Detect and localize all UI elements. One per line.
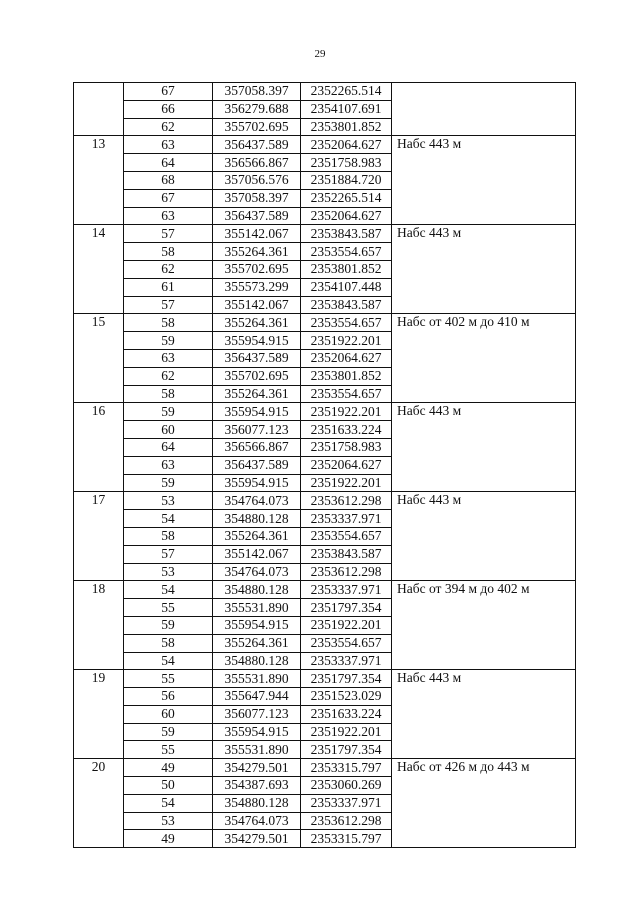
x-coordinate: 356566.867 [213,154,301,172]
x-coordinate: 355264.361 [213,314,301,332]
y-coordinate: 2354107.448 [301,278,392,296]
y-coordinate: 2353801.852 [301,118,392,136]
x-coordinate: 355531.890 [213,670,301,688]
elevation-note: Набс от 426 м до 443 м [392,759,576,848]
x-coordinate: 354764.073 [213,812,301,830]
y-coordinate: 2351758.983 [301,154,392,172]
x-coordinate: 354880.128 [213,794,301,812]
y-coordinate: 2351922.201 [301,474,392,492]
point-number: 64 [124,438,213,456]
y-coordinate: 2351758.983 [301,438,392,456]
point-number: 59 [124,474,213,492]
point-number: 67 [124,83,213,101]
y-coordinate: 2353337.971 [301,794,392,812]
x-coordinate: 354764.073 [213,563,301,581]
x-coordinate: 356566.867 [213,438,301,456]
elevation-note: Набс 443 м [392,136,576,225]
point-number: 62 [124,118,213,136]
plot-number: 17 [74,492,124,581]
x-coordinate: 355702.695 [213,367,301,385]
point-number: 63 [124,456,213,474]
y-coordinate: 2351797.354 [301,599,392,617]
point-number: 59 [124,403,213,421]
x-coordinate: 355954.915 [213,403,301,421]
x-coordinate: 355142.067 [213,545,301,563]
point-number: 63 [124,349,213,367]
elevation-note: Набс 443 м [392,403,576,492]
point-number: 60 [124,421,213,439]
y-coordinate: 2353612.298 [301,563,392,581]
point-number: 68 [124,171,213,189]
table-row [74,492,576,510]
table-row [74,83,576,101]
point-number: 53 [124,812,213,830]
point-number: 54 [124,581,213,599]
y-coordinate: 2352265.514 [301,189,392,207]
y-coordinate: 2353554.657 [301,527,392,545]
y-coordinate: 2352265.514 [301,83,392,101]
x-coordinate: 354880.128 [213,652,301,670]
y-coordinate: 2351922.201 [301,332,392,350]
plot-number: 14 [74,225,124,314]
y-coordinate: 2351922.201 [301,723,392,741]
x-coordinate: 357056.576 [213,171,301,189]
x-coordinate: 355702.695 [213,118,301,136]
point-number: 62 [124,367,213,385]
x-coordinate: 355264.361 [213,634,301,652]
y-coordinate: 2353554.657 [301,634,392,652]
x-coordinate: 356077.123 [213,705,301,723]
point-number: 63 [124,207,213,225]
point-number: 67 [124,189,213,207]
point-number: 57 [124,225,213,243]
x-coordinate: 355954.915 [213,616,301,634]
elevation-note: Набс от 394 м до 402 м [392,581,576,670]
table-row [74,314,576,332]
point-number: 55 [124,670,213,688]
elevation-note: Набс 443 м [392,670,576,759]
x-coordinate: 356437.589 [213,136,301,154]
point-number: 58 [124,634,213,652]
table-row [74,403,576,421]
y-coordinate: 2353315.797 [301,759,392,777]
plot-number: 13 [74,136,124,225]
point-number: 55 [124,599,213,617]
point-number: 53 [124,492,213,510]
x-coordinate: 355702.695 [213,260,301,278]
table-row [74,136,576,154]
y-coordinate: 2353843.587 [301,296,392,314]
elevation-note: Набс 443 м [392,492,576,581]
point-number: 54 [124,652,213,670]
x-coordinate: 355647.944 [213,688,301,706]
y-coordinate: 2353554.657 [301,314,392,332]
point-number: 57 [124,296,213,314]
x-coordinate: 356279.688 [213,100,301,118]
point-number: 59 [124,723,213,741]
point-number: 58 [124,243,213,261]
y-coordinate: 2351633.224 [301,421,392,439]
y-coordinate: 2353801.852 [301,367,392,385]
plot-number: 16 [74,403,124,492]
y-coordinate: 2351633.224 [301,705,392,723]
y-coordinate: 2351884.720 [301,171,392,189]
table-row [74,225,576,243]
y-coordinate: 2351922.201 [301,616,392,634]
point-number: 58 [124,385,213,403]
table-row [74,581,576,599]
point-number: 53 [124,563,213,581]
x-coordinate: 354387.693 [213,777,301,795]
elevation-note [392,83,576,136]
x-coordinate: 354764.073 [213,492,301,510]
y-coordinate: 2353843.587 [301,545,392,563]
point-number: 66 [124,100,213,118]
y-coordinate: 2353843.587 [301,225,392,243]
point-number: 63 [124,136,213,154]
y-coordinate: 2353554.657 [301,385,392,403]
y-coordinate: 2351523.029 [301,688,392,706]
y-coordinate: 2353337.971 [301,510,392,528]
x-coordinate: 355142.067 [213,296,301,314]
plot-number: 20 [74,759,124,848]
x-coordinate: 356437.589 [213,349,301,367]
page-number: 29 [314,48,326,60]
point-number: 55 [124,741,213,759]
table-row [74,759,576,777]
x-coordinate: 356077.123 [213,421,301,439]
y-coordinate: 2353612.298 [301,812,392,830]
table-row [74,670,576,688]
x-coordinate: 354279.501 [213,759,301,777]
y-coordinate: 2351922.201 [301,403,392,421]
y-coordinate: 2351797.354 [301,741,392,759]
x-coordinate: 355264.361 [213,385,301,403]
plot-number: 19 [74,670,124,759]
point-number: 60 [124,705,213,723]
x-coordinate: 356437.589 [213,456,301,474]
x-coordinate: 355264.361 [213,243,301,261]
point-number: 64 [124,154,213,172]
x-coordinate: 357058.397 [213,83,301,101]
point-number: 58 [124,314,213,332]
x-coordinate: 356437.589 [213,207,301,225]
point-number: 61 [124,278,213,296]
point-number: 57 [124,545,213,563]
y-coordinate: 2353801.852 [301,260,392,278]
x-coordinate: 357058.397 [213,189,301,207]
x-coordinate: 355142.067 [213,225,301,243]
point-number: 54 [124,794,213,812]
elevation-note: Набс 443 м [392,225,576,314]
coordinates-table [73,82,576,848]
plot-number: 18 [74,581,124,670]
plot-number: 15 [74,314,124,403]
x-coordinate: 355531.890 [213,741,301,759]
x-coordinate: 355264.361 [213,527,301,545]
elevation-note: Набс от 402 м до 410 м [392,314,576,403]
y-coordinate: 2352064.627 [301,207,392,225]
y-coordinate: 2354107.691 [301,100,392,118]
y-coordinate: 2353060.269 [301,777,392,795]
y-coordinate: 2353554.657 [301,243,392,261]
y-coordinate: 2353315.797 [301,830,392,848]
point-number: 49 [124,830,213,848]
y-coordinate: 2353612.298 [301,492,392,510]
point-number: 59 [124,332,213,350]
plot-number [74,83,124,136]
point-number: 59 [124,616,213,634]
point-number: 54 [124,510,213,528]
y-coordinate: 2352064.627 [301,136,392,154]
y-coordinate: 2352064.627 [301,456,392,474]
x-coordinate: 355954.915 [213,474,301,492]
x-coordinate: 354880.128 [213,581,301,599]
x-coordinate: 355954.915 [213,332,301,350]
x-coordinate: 354880.128 [213,510,301,528]
y-coordinate: 2353337.971 [301,652,392,670]
point-number: 56 [124,688,213,706]
x-coordinate: 355954.915 [213,723,301,741]
x-coordinate: 355531.890 [213,599,301,617]
x-coordinate: 355573.299 [213,278,301,296]
y-coordinate: 2351797.354 [301,670,392,688]
x-coordinate: 354279.501 [213,830,301,848]
y-coordinate: 2353337.971 [301,581,392,599]
y-coordinate: 2352064.627 [301,349,392,367]
point-number: 49 [124,759,213,777]
point-number: 62 [124,260,213,278]
point-number: 50 [124,777,213,795]
point-number: 58 [124,527,213,545]
